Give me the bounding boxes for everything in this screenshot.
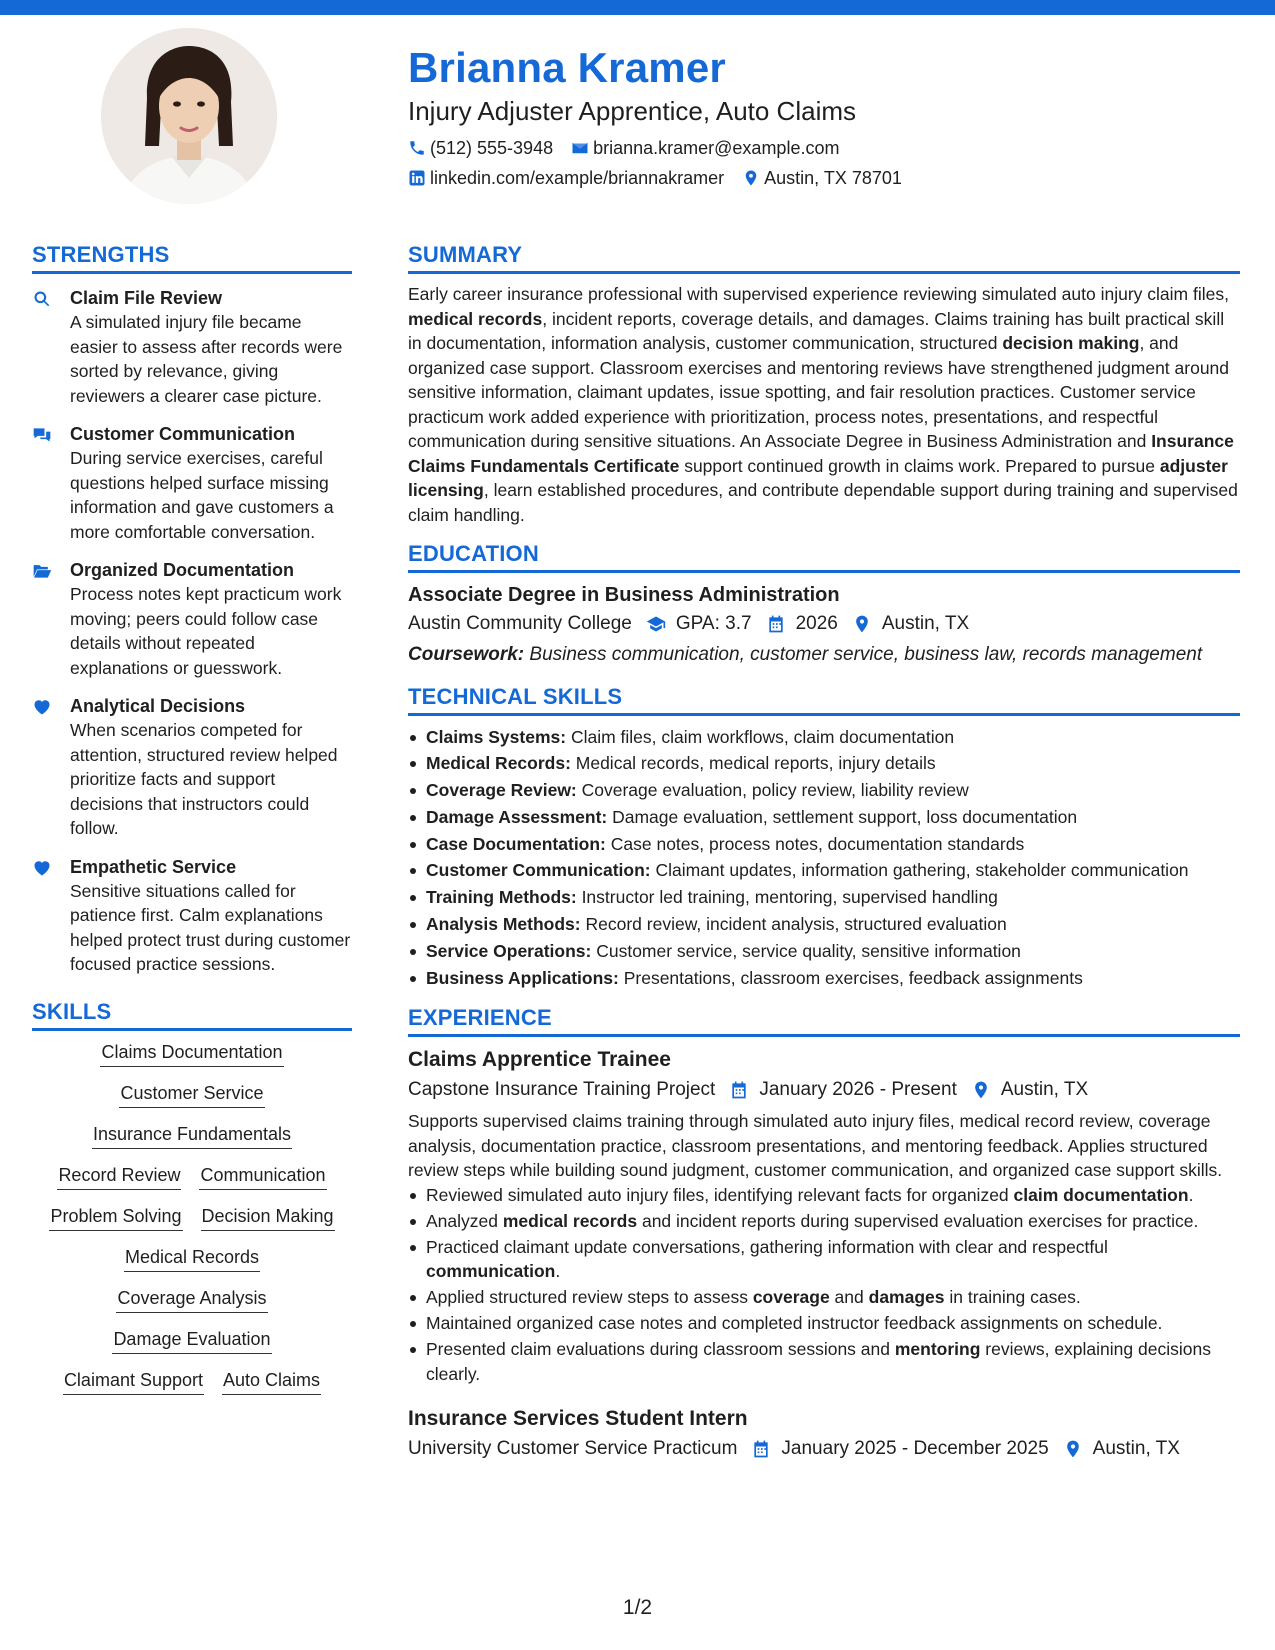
strength-body [70, 286, 352, 408]
top-accent-bar [0, 0, 1275, 15]
contact-row-1 [408, 136, 1228, 160]
skill-tag: Communication [199, 1162, 326, 1190]
strength-item [32, 855, 352, 977]
summary-run: support continued growth in claims work. Prepared to pursue [679, 455, 1160, 476]
bullet-run: . [1188, 1184, 1194, 1205]
calendar-icon [729, 1080, 749, 1100]
left-column [32, 240, 352, 1408]
bullet-run: damages [868, 1287, 945, 1308]
job-location-text: Austin, TX [1092, 1438, 1180, 1460]
technical-skill-value: Record review, incident analysis, structured evaluation [580, 914, 1007, 935]
education-school [408, 609, 632, 639]
coursework-label: Coursework: [408, 644, 525, 665]
job-location [971, 1075, 1088, 1105]
graduation-cap-icon [646, 614, 666, 634]
technical-skill-value: Claimant updates, information gathering, stakeholder communication [650, 860, 1189, 881]
bullet-run: medical records [502, 1210, 638, 1231]
coursework [408, 643, 1240, 668]
right-column [408, 240, 1240, 1464]
linkedin-text: linkedin.com/example/briannakramer [430, 168, 725, 188]
job-title: Claims Apprentice Trainee [408, 1048, 671, 1072]
technical-skill-value: Case notes, process notes, documentation standards [605, 833, 1025, 854]
technical-skill-item [408, 911, 1240, 938]
bullet-run: coverage [752, 1287, 830, 1308]
skill-tag: Medical Records [124, 1244, 260, 1272]
strength-desc: Process notes kept practicum work moving; peers could follow case details without repeated explanations or guesswork. [70, 584, 342, 678]
phone-icon [408, 139, 426, 157]
location-text: Austin, TX 78701 [764, 168, 902, 188]
resume-header [408, 42, 1228, 190]
coursework-text: Business communication, customer service, business law, records management [524, 644, 1203, 665]
strength-desc: During service exercises, careful questions helped surface missing information and gave customers a more comfortable conversation. [70, 448, 334, 542]
map-pin-icon [1063, 1439, 1083, 1459]
phone-text: (512) 555-3948 [430, 138, 554, 158]
technical-skills-heading: TECHNICAL SKILLS [408, 682, 1240, 716]
strength-title: Organized Documentation [70, 560, 295, 580]
map-pin-icon [971, 1080, 991, 1100]
summary-run: , incident reports, coverage details, and damages. Claims training has built practical skill in documentation, information analysis, customer communication, structured [408, 308, 1225, 353]
technical-skill-label: Service Operations: [426, 940, 592, 961]
job-description: Supports supervised claims training through simulated auto injury files, medical record review, coverage analysis, documentation practice, classroom presentations, and mentoring feedback. Applies structured review steps while building sound judgment, customer communication, and organized case support skills. [408, 1111, 1223, 1181]
skill-tag: Decision Making [201, 1203, 335, 1231]
edu-location-text: Austin, TX [881, 613, 970, 634]
experience-heading: EXPERIENCE [408, 1003, 1240, 1037]
job-meta [408, 1075, 1240, 1105]
summary-run: adjuster licensing [408, 455, 1228, 500]
experience-list [408, 1045, 1240, 1464]
page-number: 1/2 [622, 1596, 653, 1619]
job-dates [751, 1434, 1048, 1464]
skill-row [110, 1080, 273, 1108]
technical-skill-item [408, 724, 1240, 751]
job-bullets [408, 1183, 1240, 1387]
job-bullet [408, 1285, 1240, 1310]
year-text: 2026 [795, 613, 838, 634]
job-dates-text: January 2025 - December 2025 [781, 1438, 1049, 1460]
technical-skill-value: Damage evaluation, settlement support, loss documentation [607, 806, 1078, 827]
strength-desc: A simulated injury file became easier to assess after records were sorted by relevance, giving reviewers a clearer case picture. [70, 312, 343, 406]
email-text: brianna.kramer@example.com [593, 138, 840, 158]
bullet-run: reviews, explaining decisions clearly. [426, 1339, 1211, 1384]
heart-icon [32, 855, 70, 977]
bullet-run: and [829, 1287, 869, 1308]
skill-tag: Damage Evaluation [112, 1326, 271, 1354]
job-bullet [408, 1337, 1240, 1386]
skill-row [107, 1285, 276, 1313]
technical-skill-item [408, 831, 1240, 858]
strengths-heading: STRENGTHS [32, 240, 352, 274]
skill-row [91, 1039, 292, 1067]
bullet-run: mentoring [894, 1339, 981, 1360]
skill-row [54, 1367, 330, 1395]
bullet-run: in training cases. [944, 1287, 1081, 1308]
bullet-run: Applied structured review steps to assess [426, 1287, 753, 1308]
technical-skill-item [408, 938, 1240, 965]
technical-skill-value: Coverage evaluation, policy review, liability review [576, 780, 969, 801]
strength-body [70, 855, 352, 977]
strength-body [70, 694, 352, 841]
bullet-run: . [555, 1261, 561, 1282]
job-bullet [408, 1183, 1240, 1208]
summary-heading: SUMMARY [408, 240, 1240, 274]
technical-skill-item [408, 884, 1240, 911]
skill-tag: Claimant Support [63, 1367, 204, 1395]
technical-skill-label: Customer Communication: [426, 860, 651, 881]
heart-icon [32, 694, 70, 841]
strength-desc: When scenarios competed for attention, structured review helped prioritize facts and support decisions that instructors could follow. [70, 720, 338, 838]
bullet-run: communication [426, 1261, 556, 1282]
envelope-icon [571, 139, 589, 157]
technical-skill-label: Training Methods: [426, 887, 577, 908]
profile-photo-illustration [101, 28, 277, 204]
strength-title: Analytical Decisions [70, 696, 246, 716]
strength-desc: Sensitive situations called for patience first. Calm explanations helped protect trust during customer focused practice sessions. [70, 880, 351, 974]
strength-item [32, 694, 352, 841]
contact-row-2 [408, 166, 1228, 190]
technical-skill-item [408, 777, 1240, 804]
technical-skill-label: Claims Systems: [426, 726, 567, 747]
map-pin-icon [852, 614, 872, 634]
education-gpa [646, 609, 752, 639]
search-icon [32, 286, 70, 408]
bullet-run: Maintained organized case notes and completed instructor feedback assignments on schedule. [426, 1313, 1163, 1334]
strength-body [70, 558, 352, 680]
technical-skill-label: Coverage Review: [426, 780, 577, 801]
skill-row [103, 1326, 280, 1354]
job-org: University Customer Service Practicum [408, 1438, 738, 1460]
summary-run: Insurance Claims Fundamentals Certificate [408, 431, 1234, 476]
technical-skill-value: Medical records, medical reports, injury details [570, 753, 936, 774]
calendar-icon [766, 614, 786, 634]
education-degree: Associate Degree in Business Administration [408, 584, 840, 606]
strength-title: Claim File Review [70, 288, 223, 308]
technical-skill-label: Case Documentation: [426, 833, 606, 854]
technical-skill-item [408, 750, 1240, 777]
skill-row [40, 1203, 343, 1231]
job-dates-text: January 2026 - Present [759, 1079, 957, 1101]
candidate-name: Brianna Kramer [408, 44, 726, 91]
strength-item [32, 558, 352, 680]
technical-skill-label: Medical Records: [426, 753, 571, 774]
job-meta [408, 1434, 1240, 1464]
chat-icon [32, 422, 70, 544]
summary-run: decision making [1002, 333, 1140, 353]
strength-item [32, 422, 352, 544]
strengths-list [32, 286, 352, 977]
technical-skill-label: Business Applications: [426, 967, 619, 988]
education-year [766, 609, 838, 639]
summary-run: , and organized case support. Classroom exercises and mentoring reviews have strengthened judgment around sensitive information, claimant updates, issue spotting, and fair resolution practices. Customer service practicum work added experience with prioritization, process notes, presentations, and respectful communication during sensitive situations. An Associate Degree in Business Administration and [408, 333, 1230, 451]
skill-tag: Auto Claims [222, 1367, 321, 1395]
technical-skill-label: Analysis Methods: [426, 914, 581, 935]
skill-row [48, 1162, 335, 1190]
contact-phone[interactable] [408, 136, 553, 160]
job-entry [408, 1404, 1240, 1464]
summary-run: medical records [408, 308, 543, 329]
skill-row [115, 1244, 269, 1272]
skill-tag: Record Review [57, 1162, 181, 1190]
map-pin-icon [742, 169, 760, 187]
contact-linkedin[interactable] [408, 166, 724, 190]
profile-photo [101, 28, 277, 204]
candidate-title: Injury Adjuster Apprentice, Auto Claims [408, 96, 857, 126]
bullet-run: Practiced claimant update conversations, gathering information with clear and respectful [426, 1236, 1108, 1257]
folder-open-icon [32, 558, 70, 680]
skill-tag: Coverage Analysis [116, 1285, 267, 1313]
bullet-run: and incident reports during supervised evaluation exercises for practice. [637, 1210, 1199, 1231]
education-location [852, 609, 969, 639]
job-bullet [408, 1209, 1240, 1234]
skill-row [83, 1121, 301, 1149]
bullet-run: Presented claim evaluations during classroom sessions and [426, 1339, 895, 1360]
gpa-text: GPA: 3.7 [675, 613, 752, 634]
job-location [1063, 1434, 1180, 1464]
bullet-run: Analyzed [426, 1210, 503, 1231]
job-bullet [408, 1235, 1240, 1284]
strength-title: Customer Communication [70, 424, 296, 444]
technical-skill-item [408, 857, 1240, 884]
technical-skill-value: Claim files, claim workflows, claim documentation [566, 726, 955, 747]
job-bullet [408, 1311, 1240, 1336]
skill-tag: Problem Solving [49, 1203, 182, 1231]
calendar-icon [751, 1439, 771, 1459]
strength-body [70, 422, 352, 544]
linkedin-icon [408, 169, 426, 187]
school-text: Austin Community College [408, 613, 632, 634]
technical-skill-value: Instructor led training, mentoring, supervised handling [576, 887, 998, 908]
skills-heading: SKILLS [32, 997, 352, 1031]
education-heading: EDUCATION [408, 539, 1240, 573]
technical-skill-item [408, 965, 1240, 992]
skills-list [32, 1039, 352, 1408]
technical-skill-value: Customer service, service quality, sensitive information [591, 940, 1021, 961]
bullet-run: Reviewed simulated auto injury files, identifying relevant facts for organized [426, 1184, 1014, 1205]
contact-email[interactable] [571, 136, 839, 160]
skill-tag: Customer Service [119, 1080, 264, 1108]
skill-tag: Claims Documentation [100, 1039, 283, 1067]
job-title: Insurance Services Student Intern [408, 1407, 748, 1431]
bullet-run: claim documentation [1013, 1184, 1189, 1205]
technical-skill-value: Presentations, classroom exercises, feedback assignments [618, 967, 1083, 988]
technical-skills-list [408, 724, 1240, 992]
job-dates [729, 1075, 957, 1105]
strength-item [32, 286, 352, 408]
contact-location [742, 166, 902, 190]
summary-run: Early career insurance professional with supervised experience reviewing simulated auto injury claim files, [408, 284, 1229, 304]
job-entry [408, 1045, 1240, 1386]
skill-tag: Insurance Fundamentals [92, 1121, 292, 1149]
strength-title: Empathetic Service [70, 856, 237, 877]
technical-skill-item [408, 804, 1240, 831]
summary-text [408, 282, 1240, 527]
summary-run: , learn established procedures, and contribute dependable support during training and supervised claim handling. [408, 480, 1238, 525]
job-org: Capstone Insurance Training Project [408, 1079, 716, 1101]
technical-skill-label: Damage Assessment: [426, 806, 608, 827]
job-location-text: Austin, TX [1000, 1079, 1089, 1101]
education-meta [408, 609, 1240, 639]
